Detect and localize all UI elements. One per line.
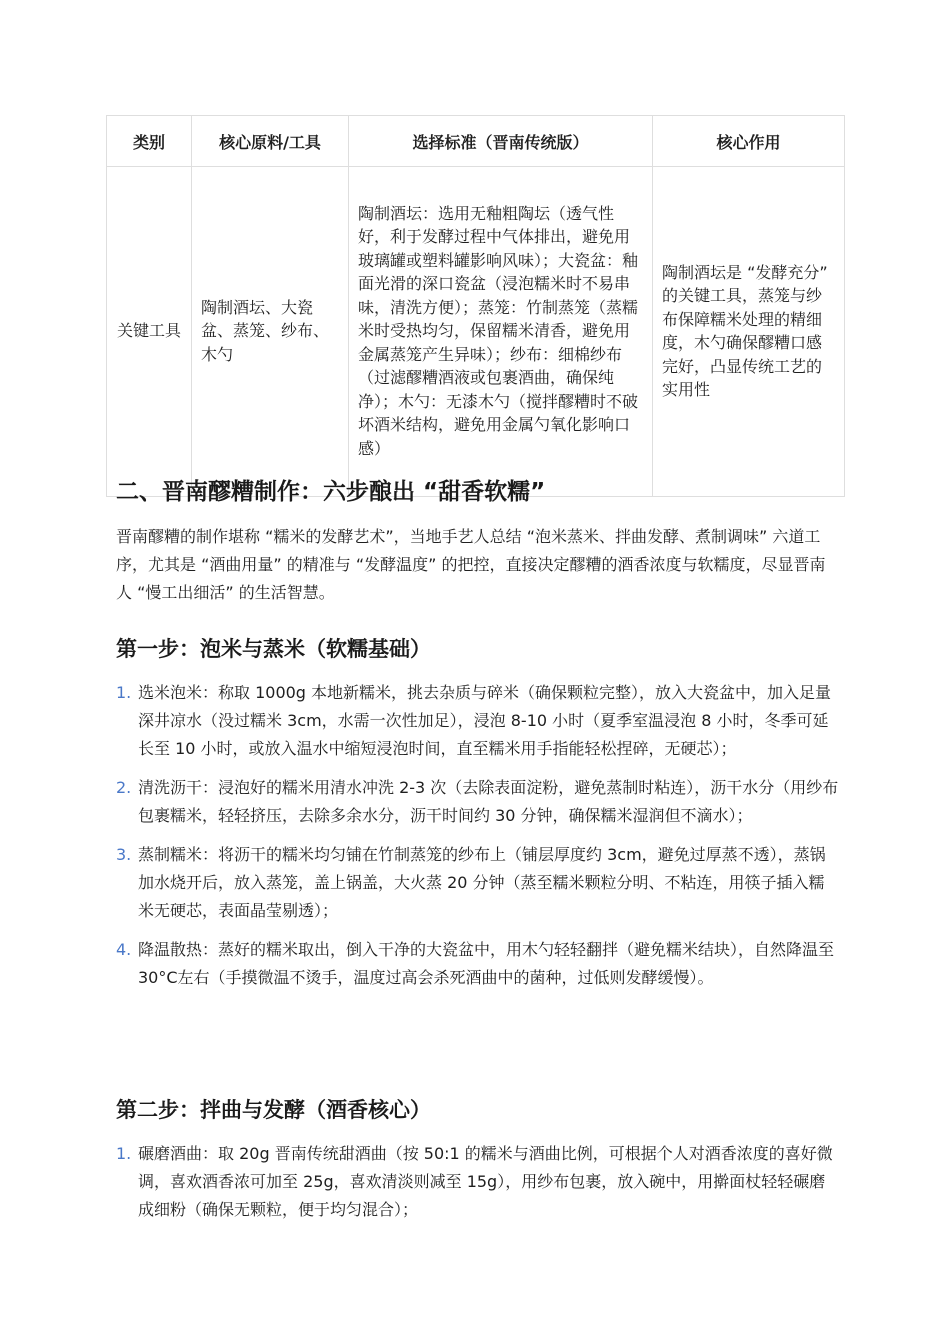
list-item-text: 碾磨酒曲：取 20g 晋南传统甜酒曲（按 50:1 的糯米与酒曲比例，可根据个人对酒香浓度的喜好微调，喜欢酒香浓可加至 25g，喜欢清淡则减至 15g），用纱布包裹，放入碗中，用擀面杖轻轻碾磨成细粉（确保无颗粒，便于均匀混合）； (138, 1144, 833, 1219)
list-item-text: 降温散热：蒸好的糯米取出，倒入干净的大瓷盆中，用木勺轻轻翻拌（避免糯米结块），自然降温至 30°C左右（手摸微温不烫手，温度过高会杀死酒曲中的菌种，过低则发酵缓慢）。 (138, 940, 835, 987)
list-item (116, 936, 840, 992)
list-number: 3. (116, 845, 132, 864)
list-item-text: 清洗沥干：浸泡好的糯米用清水冲洗 2-3 次（去除表面淀粉，避免蒸制时粘连），沥干水分（用纱布包裹糯米，轻轻挤压，去除多余水分，沥干时间约 30 分钟，确保糯米湿润但不滴水）； (138, 778, 839, 825)
cell-criteria: 陶制酒坛：选用无釉粗陶坛（透气性好，利于发酵过程中气体排出，避免用玻璃罐或塑料罐影响风味）；大瓷盆：釉面光滑的深口瓷盆（浸泡糯米时不易串味，清洗方便）；蒸笼：竹制蒸笼（蒸糯米时受热均匀，保留糯米清香，避免用金属蒸笼产生异味）；纱布：细棉纱布（过滤醪糟酒液或包裹酒曲，确保纯净）；木勺：无漆木勺（搅拌醪糟时不破坏酒米结构，避免用金属勺氧化影响口感） (349, 167, 653, 497)
header-category: 类别 (107, 116, 192, 167)
step1-list (116, 679, 840, 1003)
cell-category: 关键工具 (107, 167, 192, 497)
cell-role: 陶制酒坛是 “发酵充分” 的关键工具，蒸笼与纱布保障糯米处理的精细度，木勺确保醪糟口感完好，凸显传统工艺的实用性 (653, 167, 845, 497)
list-item (116, 841, 840, 925)
step1-title: 第一步：泡米与蒸米（软糯基础） (116, 637, 431, 661)
list-item (116, 774, 840, 830)
list-number: 2. (116, 778, 132, 797)
section-title: 二、晋南醪糟制作：六步酿出 “甜香软糯” (116, 479, 546, 505)
table-header-row (107, 116, 845, 167)
list-item-text: 选米泡米：称取 1000g 本地新糯米，挑去杂质与碎米（确保颗粒完整），放入大瓷盆中，加入足量深井凉水（没过糯米 3cm，水需一次性加足），浸泡 8-10 小时（夏季室温浸泡 8 小时，冬季可延长至 10 小时，或放入温水中缩短浸泡时间，直至糯米用手指能轻松捏碎，无硬芯）； (138, 683, 832, 758)
list-item (116, 1140, 840, 1224)
list-number: 1. (116, 1144, 132, 1163)
list-item-text: 蒸制糯米：将沥干的糯米均匀铺在竹制蒸笼的纱布上（铺层厚度约 3cm，避免过厚蒸不透），蒸锅加水烧开后，放入蒸笼，盖上锅盖，大火蒸 20 分钟（蒸至糯米颗粒分明、不粘连，用筷子插入糯米无硬芯，表面晶莹剔透）； (138, 845, 826, 920)
list-item (116, 679, 840, 763)
list-number: 4. (116, 940, 132, 959)
cell-items: 陶制酒坛、大瓷盆、蒸笼、纱布、木勺 (192, 167, 349, 497)
header-items: 核心原料/工具 (192, 116, 349, 167)
intro-paragraph: 晋南醪糟的制作堪称 “糯米的发酵艺术”，当地手艺人总结 “泡米蒸米、拌曲发酵、煮制调味” 六道工序，尤其是 “酒曲用量” 的精准与 “发酵温度” 的把控，直接决定醪糟的酒香浓度与软糯度，尽显晋南人 “慢工出细活” 的生活智慧。 (116, 527, 826, 602)
list-number: 1. (116, 683, 132, 702)
tools-table (106, 115, 845, 497)
header-criteria: 选择标准（晋南传统版） (349, 116, 653, 167)
header-role: 核心作用 (653, 116, 845, 167)
step2-title: 第二步：拌曲与发酵（酒香核心） (116, 1098, 431, 1122)
step2-list (116, 1140, 840, 1235)
table-row (107, 167, 845, 497)
